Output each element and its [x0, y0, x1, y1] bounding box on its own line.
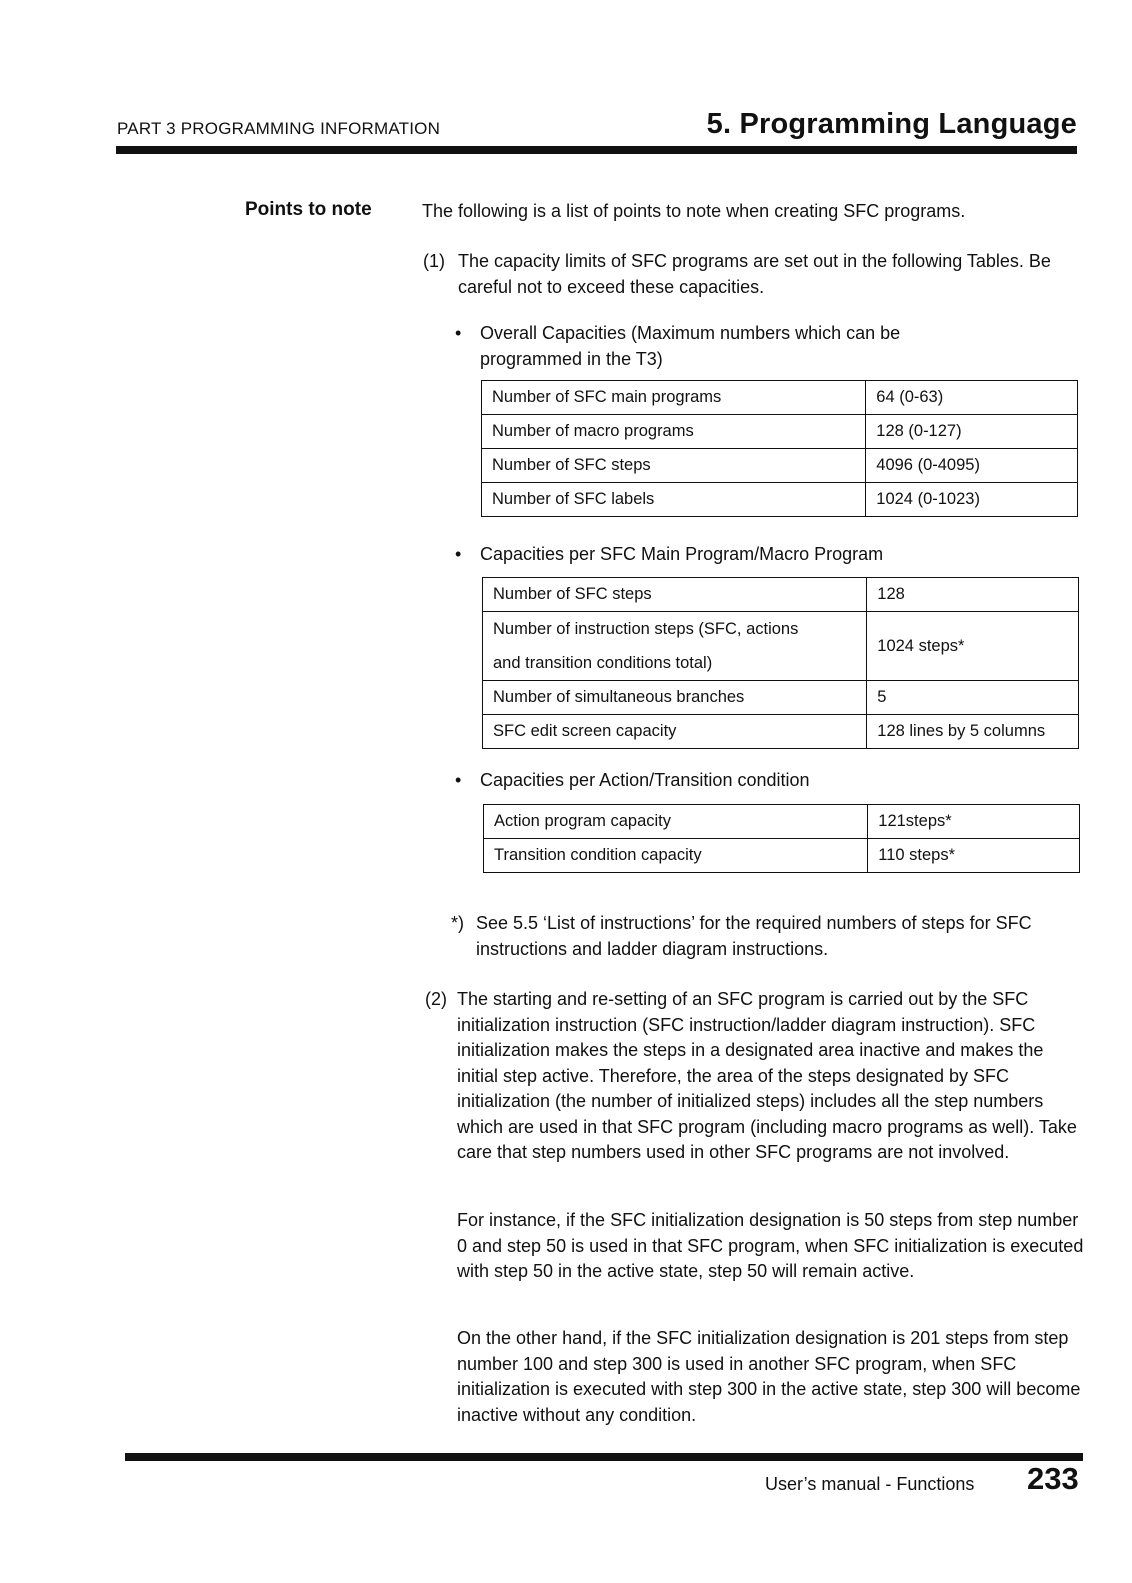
table-cell-label: Number of SFC labels: [482, 483, 866, 517]
item-text: The starting and re-setting of an SFC program is carried out by the SFC initialization instruction (SFC instruction/ladder diagram instruction). SFC initialization makes the steps in a designated area inactive and makes the initial step active. Therefore, the area of the steps designated by SFC initialization (the number of initialized steps) includes all the step numbers which are used in that SFC program (including macro programs as well). Take care that step numbers used in other SFC programs are not involved.: [457, 989, 1077, 1162]
label-line-1: Number of instruction steps (SFC, actions: [493, 620, 799, 638]
footer-rule: [125, 1453, 1083, 1461]
table-cell-label: Number of macro programs: [482, 415, 866, 449]
bullet-icon: •: [455, 544, 462, 564]
table-row: [482, 483, 1078, 517]
page-number: 233: [1027, 1461, 1079, 1496]
header-rule: [116, 146, 1077, 154]
table-row: [482, 415, 1078, 449]
bullet-text: Overall Capacities (Maximum numbers which can be programmed in the T3): [480, 323, 901, 369]
table-cell-value: 4096 (0-4095): [866, 449, 1078, 483]
table-cell-value: 128 (0-127): [866, 415, 1078, 449]
item-number: (2): [425, 989, 447, 1009]
item-number: (1): [423, 251, 445, 271]
table-row: [484, 839, 1080, 873]
table-cell-value: 1024 steps*: [867, 612, 1079, 681]
table-cell-value: 110 steps*: [868, 839, 1080, 873]
per-program-capacities-table: [482, 577, 1079, 749]
example-paragraph-1: For instance, if the SFC initialization designation is 50 steps from step number 0 and step 50 is used in that SFC program, when SFC initialization is executed with step 50 in the active state, step 50 will remain active.: [457, 1210, 1084, 1281]
table-cell-value: 5: [867, 681, 1079, 715]
table-cell-label: Number of SFC steps: [482, 449, 866, 483]
table-row: [482, 381, 1078, 415]
bullet-icon: •: [455, 323, 462, 343]
label-line-2: and transition conditions total): [493, 654, 713, 672]
table-cell-value: 128 lines by 5 columns: [867, 715, 1079, 749]
footnote-marker: *): [451, 913, 464, 933]
footer-manual-label: User’s manual - Functions: [765, 1474, 975, 1494]
table-cell-value: 64 (0-63): [866, 381, 1078, 415]
table-row: [483, 681, 1079, 715]
item-text: The capacity limits of SFC programs are set out in the following Tables. Be careful not to exceed these capacities.: [458, 251, 1051, 297]
example-paragraph-2: On the other hand, if the SFC initialization designation is 201 steps from step number 100 and step 300 is used in another SFC program, when SFC initialization is executed with step 300 in the active state, step 300 will become inactive without any condition.: [457, 1328, 1081, 1425]
header-section-label: PART 3 PROGRAMMING INFORMATION: [117, 119, 441, 138]
chapter-title: 5. Programming Language: [706, 108, 1077, 140]
side-heading: Points to note: [245, 199, 372, 220]
table-cell-label: [483, 612, 867, 681]
table-row: [483, 715, 1079, 749]
table-cell-label: Number of SFC main programs: [482, 381, 866, 415]
per-action-capacities-table: [483, 804, 1080, 873]
intro-text: The following is a list of points to note when creating SFC programs.: [422, 201, 966, 221]
bullet-text: Capacities per SFC Main Program/Macro Program: [480, 544, 884, 564]
table-row: [483, 612, 1079, 681]
table-cell-value: 121steps*: [868, 805, 1080, 839]
table-row: [483, 578, 1079, 612]
bullet-icon: •: [455, 770, 462, 790]
table-cell-label: Number of simultaneous branches: [483, 681, 867, 715]
table-cell-label: Transition condition capacity: [484, 839, 868, 873]
table-cell-label: SFC edit screen capacity: [483, 715, 867, 749]
footnote-text: See 5.5 ‘List of instructions’ for the required numbers of steps for SFC instructions and ladder diagram instructions.: [476, 913, 1032, 959]
table-cell-value: 128: [867, 578, 1079, 612]
table-cell-label: Number of SFC steps: [483, 578, 867, 612]
bullet-text: Capacities per Action/Transition condition: [480, 770, 810, 790]
table-row: [482, 449, 1078, 483]
table-cell-label: Action program capacity: [484, 805, 868, 839]
overall-capacities-table: [481, 380, 1078, 517]
table-row: [484, 805, 1080, 839]
table-cell-value: 1024 (0-1023): [866, 483, 1078, 517]
